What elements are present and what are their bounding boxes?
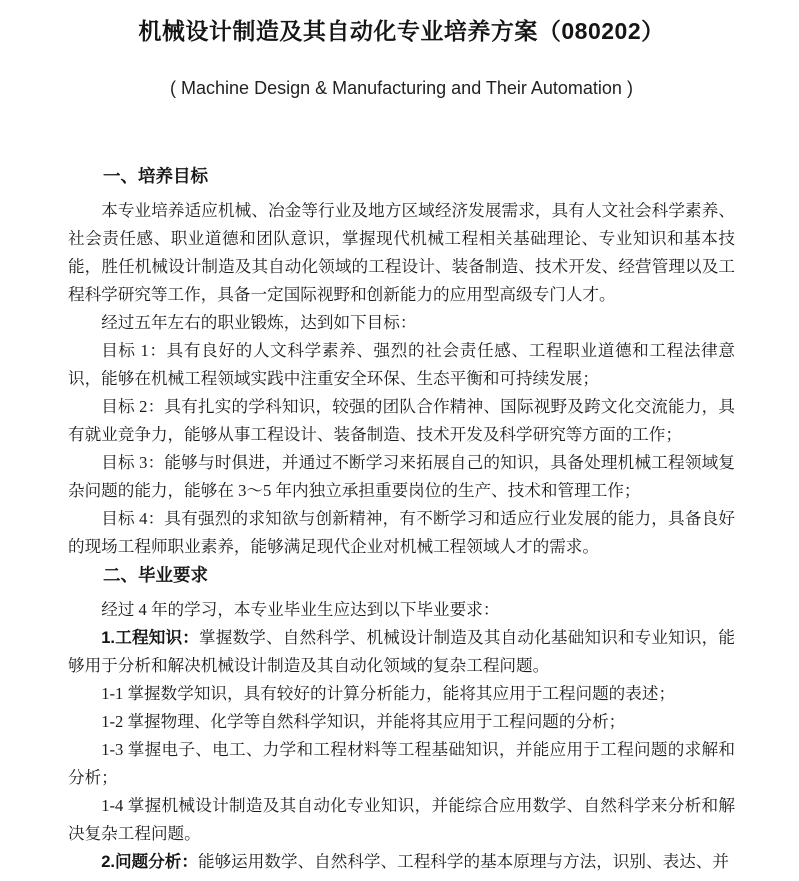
paragraph: 1-4 掌握机械设计制造及其自动化专业知识，并能综合应用数学、自然科学来分析和解决复杂工程问题。 xyxy=(68,796,735,843)
paragraph: 目标 3：能够与时俱进，并通过不断学习来拓展自己的知识，具备处理机械工程领域复杂问题的能力，能够在 3～5 年内独立承担重要岗位的生产、技术和管理工作； xyxy=(68,453,735,500)
paragraph: 1-1 掌握数学知识，具有较好的计算分析能力，能将其应用于工程问题的表述； xyxy=(101,684,676,703)
paragraph: 经过 4 年的学习，本专业毕业生应达到以下毕业要求： xyxy=(101,600,500,619)
section-heading: 一、培养目标 xyxy=(103,166,208,186)
document-title: 机械设计制造及其自动化专业培养方案（080202） xyxy=(138,18,665,44)
section-1 xyxy=(68,162,735,561)
paragraph: 目标 2：具有扎实的学科知识，较强的团队合作精神、国际视野及跨文化交流能力，具有就业竞争力，能够从事工程设计、装备制造、技术开发及科学研究等方面的工作； xyxy=(68,397,735,444)
section-heading: 二、毕业要求 xyxy=(103,565,208,585)
paragraph-lead: 1.工程知识： xyxy=(101,628,199,647)
document-subtitle: ( Machine Design & Manufacturing and Their Automation ) xyxy=(170,78,633,98)
section-2 xyxy=(68,561,735,876)
paragraph: 本专业培养适应机械、冶金等行业及地方区域经济发展需求，具有人文社会科学素养、社会责任感、职业道德和团队意识，掌握现代机械工程相关基础理论、专业知识和基本技能，胜任机械设计制造及其自动化领域的工程设计、装备制造、技术开发、经营管理以及工程科学研究等工作，具备一定国际视野和创新能力的应用型高级专门人才。 xyxy=(68,201,735,304)
paragraph: 1.工程知识：掌握数学、自然科学、机械设计制造及其自动化基础知识和专业知识，能够用于分析和解决机械设计制造及其自动化领域的复杂工程问题。 xyxy=(68,628,735,675)
document-sections xyxy=(68,162,735,876)
paragraph: 2.问题分析：能够运用数学、自然科学、工程科学的基本原理与方法，识别、表达、并 xyxy=(101,852,729,871)
paragraph: 目标 4：具有强烈的求知欲与创新精神，有不断学习和适应行业发展的能力，具备良好的现场工程师职业素养，能够满足现代企业对机械工程领域人才的需求。 xyxy=(68,509,735,556)
paragraph: 1-3 掌握电子、电工、力学和工程材料等工程基础知识，并能应用于工程问题的求解和分析； xyxy=(68,740,735,787)
paragraph: 1-2 掌握物理、化学等自然科学知识，并能将其应用于工程问题的分析； xyxy=(101,712,626,731)
paragraph: 经过五年左右的职业锻炼，达到如下目标： xyxy=(101,313,417,332)
paragraph: 目标 1：具有良好的人文科学素养、强烈的社会责任感、工程职业道德和工程法律意识，能够在机械工程领域实践中注重安全环保、生态平衡和可持续发展； xyxy=(68,341,735,388)
paragraph-lead: 2.问题分析： xyxy=(101,852,198,871)
